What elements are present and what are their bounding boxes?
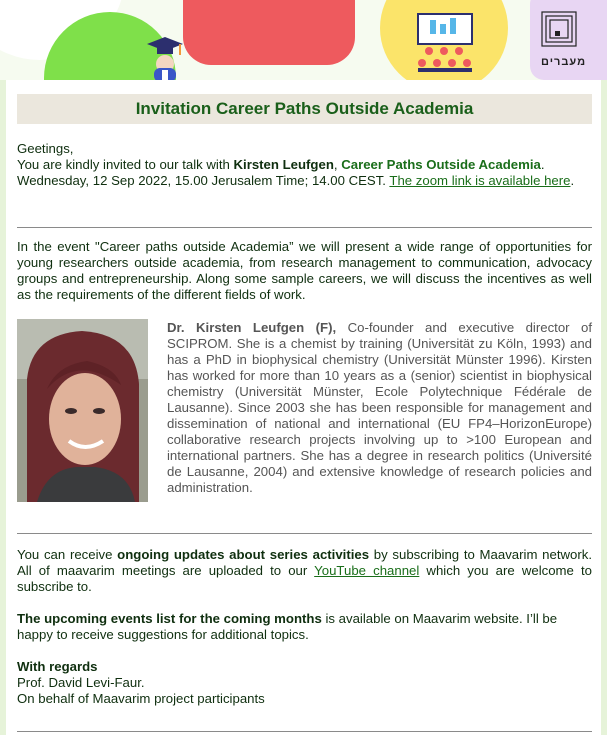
- divider: [17, 533, 592, 534]
- signoff-block: [17, 659, 592, 707]
- zoom-link[interactable]: The zoom link is available here: [389, 173, 571, 188]
- bio-name: Dr. Kirsten Leufgen (F),: [167, 320, 337, 335]
- speaker-name: Kirsten Leufgen: [233, 157, 334, 172]
- intro-paragraph: In the event "Career paths outside Academia” we will present a wide range of opportunities for young researchers outside academia, from research management to communication, advocacy groups and entrepreneurship. Along some sample careers, we will discuss the incentives as well as the requirements of the different fields of work.: [17, 239, 592, 302]
- banner-red-block: [183, 0, 355, 65]
- banner-graphic: [0, 0, 607, 80]
- divider: [17, 227, 592, 228]
- maavarim-logo-text: מעברים: [541, 56, 587, 68]
- page-title: Invitation Career Paths Outside Academia: [135, 99, 474, 118]
- bio-text: Co-founder and executive director of SCIPROM. She is a chemist by training (Universität zu Köln, 1993) and has a PhD in biophysical chemistry (Universität Münster 1996). Kirsten has worked for more than 10 years as a (senior) scientist in biophysical chemistry (Universität Münster, Ecole Polytechnique Fédérale de Lausanne). Since 2003 she has been responsible for management and dissemination of national and international (EU FP4–HorizonEurope) collaborative research projects involving up to >100 European and international partners. She has a degree in research politics (Université de Lausanne, 2004) and extensive knowledge of research policies and administration.: [167, 320, 592, 495]
- talk-title: Career Paths Outside Academia: [341, 157, 541, 172]
- upcoming-paragraph: The upcoming events list for the coming months is available on Maavarim website. I’ll be happy to receive suggestions for additional topics.: [17, 611, 558, 642]
- upcoming-bold: The upcoming events list for the coming months: [17, 611, 322, 626]
- speaker-photo: [17, 319, 148, 502]
- date-line: Wednesday, 12 Sep 2022, 15.00 Jerusalem Time; 14.00 CEST. The zoom link is available here.: [17, 173, 575, 188]
- updates-bold: ongoing updates about series activities: [117, 547, 370, 562]
- divider: [17, 731, 592, 732]
- regards-label: With regards: [17, 659, 98, 674]
- email-body: [6, 80, 601, 735]
- youtube-channel-link[interactable]: YouTube channel: [314, 563, 420, 578]
- signoff-name: Prof. David Levi-Faur.: [17, 675, 145, 690]
- updates-paragraph: You can receive ongoing updates about series activities by subscribing to Maavarim network. All of maavarim meetings are uploaded to our YouTube channel which you are welcome to subscribe to.: [17, 547, 592, 594]
- signoff-behalf: On behalf of Maavarim project participants: [17, 691, 265, 706]
- salutation: Geetings,: [17, 141, 74, 156]
- header-banner: [0, 0, 607, 80]
- title-bar: [17, 94, 592, 124]
- speaker-bio: [167, 320, 592, 496]
- invite-line: You are kindly invited to our talk with Kirsten Leufgen, Career Paths Outside Academia.: [17, 157, 545, 172]
- greeting-block: [17, 141, 592, 189]
